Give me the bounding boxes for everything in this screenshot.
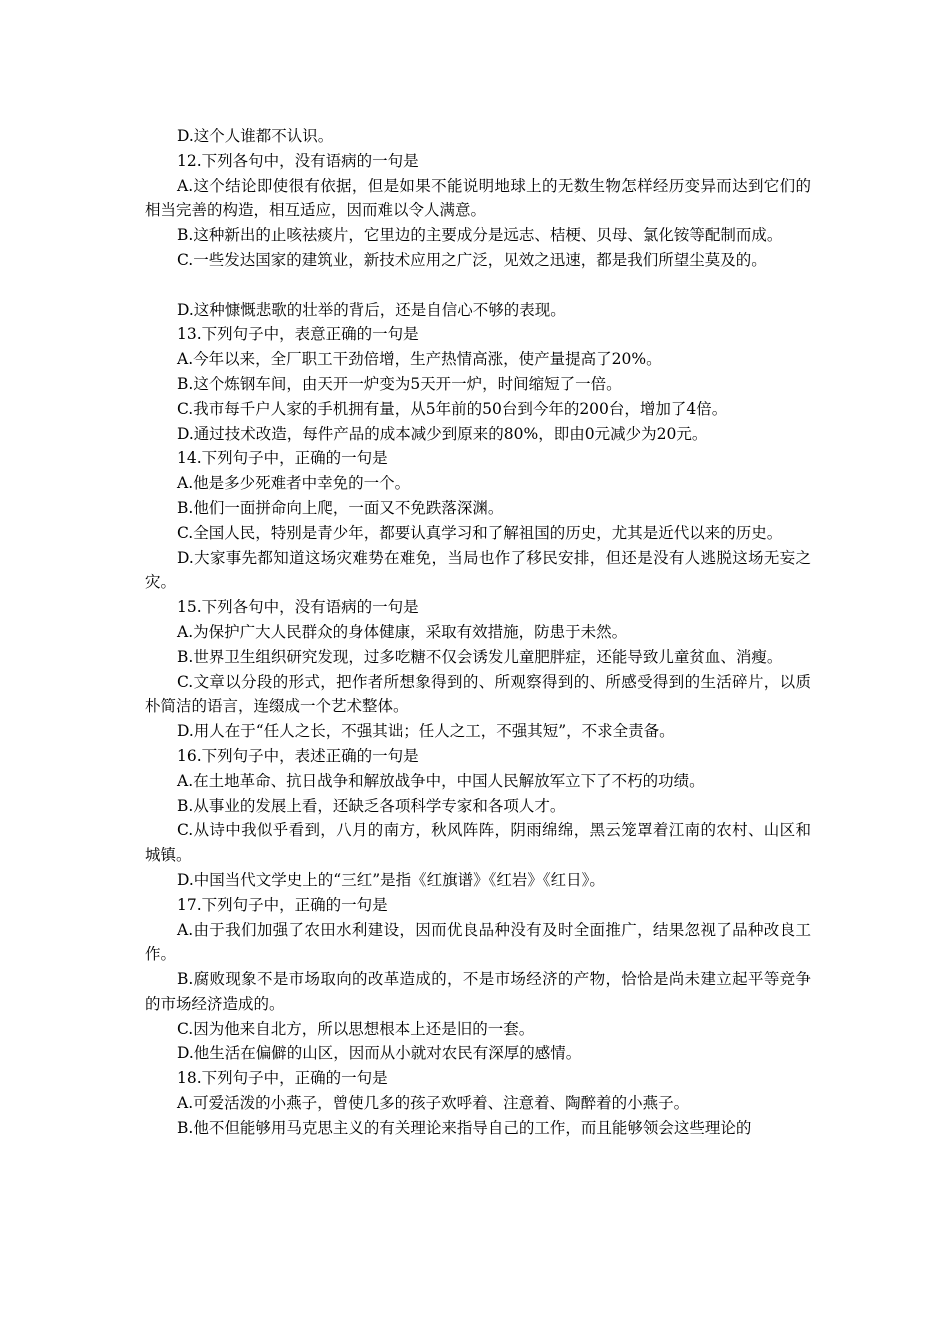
option-a-q12: A.这个结论即使很有依据，但是如果不能说明地球上的无数生物怎样经历变异而达到它们的相当完善的构造，相互适应，因而难以令人满意。 xyxy=(145,176,811,220)
option-c-q16: C.从诗中我似乎看到，八月的南方，秋风阵阵，阴雨绵绵，黑云笼罩着江南的农村、山区和城镇。 xyxy=(145,821,811,865)
question-13: 13.下列句子中，表意正确的一句是 xyxy=(177,325,419,344)
option-a-q15: A.为保护广大人民群众的身体健康，采取有效措施，防患于未然。 xyxy=(177,622,628,641)
option-b-q15: B.世界卫生组织研究发现，过多吃糖不仅会诱发儿童肥胖症，还能导致儿童贫血、消瘦。 xyxy=(177,647,783,666)
option-a-q13: A.今年以来，全厂职工干劲倍增，生产热情高涨，使产量提高了20%。 xyxy=(177,350,662,369)
blank-line xyxy=(145,273,811,298)
option-c-q12: C.一些发达国家的建筑业，新技术应用之广泛，见效之迅速，都是我们所望尘莫及的。 xyxy=(177,250,767,269)
question-15: 15.下列各句中，没有语病的一句是 xyxy=(177,598,419,617)
option-b-q16: B.从事业的发展上看，还缺乏各项科学专家和各项人才。 xyxy=(177,796,566,815)
option-a-q18: A.可爱活泼的小燕子，曾使几多的孩子欢呼着、注意着、陶醉着的小燕子。 xyxy=(177,1094,690,1113)
option-c-q13: C.我市每千户人家的手机拥有量，从5年前的50台到今年的200台，增加了4倍。 xyxy=(177,399,728,418)
option-c-q14: C.全国人民，特别是青少年，都要认真学习和了解祖国的历史，尤其是近代以来的历史。 xyxy=(177,523,783,542)
question-17: 17.下列句子中，正确的一句是 xyxy=(177,895,388,914)
option-a-q17: A.由于我们加强了农田水利建设，因而优良品种没有及时全面推广，结果忽视了品种改良工作。 xyxy=(145,920,811,964)
option-b-q13: B.这个炼钢车间，由天开一炉变为5天开一炉，时间缩短了一倍。 xyxy=(177,374,622,393)
question-18: 18.下列句子中，正确的一句是 xyxy=(177,1069,388,1088)
option-d-q15: D.用人在于“任人之长，不强其诎；任人之工，不强其短”，不求全责备。 xyxy=(177,722,675,741)
option-d-q12: D.这种慷慨悲歌的壮举的背后，还是自信心不够的表现。 xyxy=(177,300,566,319)
option-b-q14: B.他们一面拼命向上爬，一面又不免跌落深渊。 xyxy=(177,498,504,517)
question-16: 16.下列句子中，表述正确的一句是 xyxy=(177,746,419,765)
option-b-q17: B.腐败现象不是市场取向的改革造成的，不是市场经济的产物，恰恰是尚未建立起平等竞争的市场经济造成的。 xyxy=(145,970,811,1013)
option-c-q17: C.因为他来自北方，所以思想根本上还是旧的一套。 xyxy=(177,1019,535,1038)
option-c-q15: C.文章以分段的形式，把作者所想象得到的、所观察得到的、所感受得到的生活碎片，以质朴简洁的语言，连缀成一个艺术整体。 xyxy=(145,672,811,716)
option-d-q17: D.他生活在偏僻的山区，因而从小就对农民有深厚的感情。 xyxy=(177,1044,582,1063)
option-d-q14: D.大家事先都知道这场灾难势在难免，当局也作了移民安排，但还是没有人逃脱这场无妄之灾。 xyxy=(145,548,811,592)
option-a-q14: A.他是多少死难者中幸免的一个。 xyxy=(177,474,411,493)
option-a-q16: A.在土地革命、抗日战争和解放战争中，中国人民解放军立下了不朽的功绩。 xyxy=(177,771,705,790)
option-b-q12: B.这种新出的止咳祛痰片，它里边的主要成分是远志、桔梗、贝母、氯化铵等配制而成。 xyxy=(177,226,783,245)
document-body xyxy=(145,124,811,1141)
option-b-q18: B.他不但能够用马克思主义的有关理论来指导自己的工作，而且能够领会这些理论的 xyxy=(177,1118,752,1137)
option-d-q13: D.通过技术改造，每件产品的成本减少到原来的80%，即由0元减少为20元。 xyxy=(177,424,708,443)
option-d-q16: D.中国当代文学史上的“三红”是指《红旗谱》《红岩》《红日》。 xyxy=(177,870,605,889)
question-12: 12.下列各句中，没有语病的一句是 xyxy=(177,151,419,170)
question-14: 14.下列句子中，正确的一句是 xyxy=(177,449,388,468)
option-d-q11: D.这个人谁都不认识。 xyxy=(177,127,334,145)
